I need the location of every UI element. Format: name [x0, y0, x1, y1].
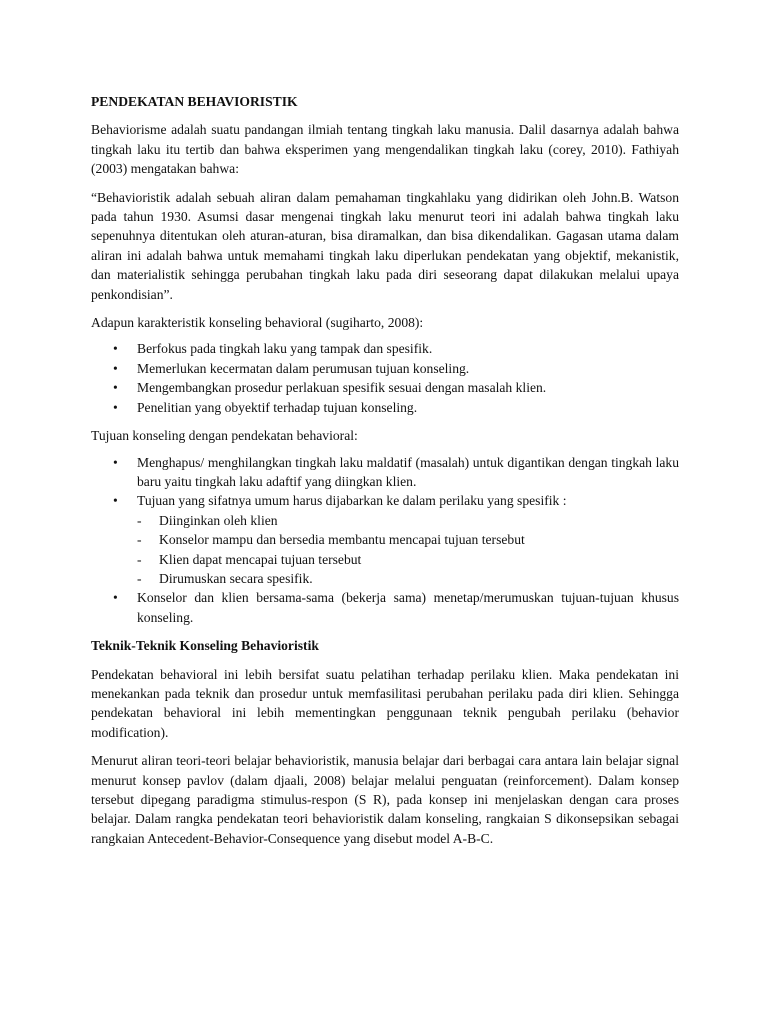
- dash-icon: -: [137, 512, 142, 528]
- section-paragraph-2: Menurut aliran teori-teori belajar behavioristik, manusia belajar dari berbagai cara antara lain belajar signal menurut konsep pavlov (dalam djaali, 2008) belajar melalui penguatan (reinforcement). Dalam konsep tersebut dipegang paradigma stimulus-respon (S R), pada konsep ini menjelaskan dengan cara proses belajar. Dalam rangka pendekatan teori behavioristik dalam konseling, rangkaian S dikonsepsikan sebagai rangkaian Antecedent-Behavior-Consequence yang disebut model A-B-C.: [91, 753, 679, 846]
- sublist-item: [137, 511, 679, 530]
- bullet-icon: •: [113, 590, 118, 606]
- list-item: [91, 359, 679, 378]
- list-item-text: Mengembangkan prosedur perlakuan spesifik sesuai dengan masalah klien.: [137, 380, 547, 396]
- goals-intro: Tujuan konseling dengan pendekatan behavioral:: [91, 428, 358, 444]
- document-title: PENDEKATAN BEHAVIORISTIK: [91, 94, 298, 109]
- list-item-text: Tujuan yang sifatnya umum harus dijabarkan ke dalam perilaku yang spesifik :: [137, 493, 567, 509]
- list-item: [91, 491, 679, 588]
- sublist-item: [137, 550, 679, 569]
- list-item: [91, 398, 679, 417]
- dash-icon: -: [137, 532, 142, 548]
- quote-paragraph: “Behavioristik adalah sebuah aliran dalam pemahaman tingkahlaku yang didirikan oleh John.B. Watson pada tahun 1930. Asumsi dasar mengenai tingkah laku menurut teori ini adalah bahwa tingkah laku sepenuhnya ditentukan oleh aturan-aturan, bisa diramalkan, dan bisa dikendalikan. Gagasan utama dalam aliran ini adalah bahwa untuk memahami tingkah laku diperlukan pendekatan yang objektif, mekanistik, dan materialistik sehingga perubahan tingkah laku pada diri seseorang dapat dilakukan melalui upaya penkondisian”.: [91, 189, 679, 302]
- characteristics-list: [91, 339, 679, 417]
- bullet-icon: •: [113, 454, 118, 470]
- list-item: [91, 339, 679, 358]
- section-title: Teknik-Teknik Konseling Behavioristik: [91, 638, 319, 654]
- list-item-text: Konselor dan klien bersama-sama (bekerja sama) menetap/merumuskan tujuan-tujuan khusus konseling.: [137, 590, 679, 625]
- goal-sublist: [137, 511, 679, 589]
- list-item: [91, 588, 679, 627]
- bullet-icon: •: [113, 380, 118, 396]
- list-item-text: Berfokus pada tingkah laku yang tampak dan spesifik.: [137, 341, 433, 357]
- dash-icon: -: [137, 551, 142, 567]
- dash-icon: -: [137, 570, 142, 586]
- list-item-text: Menghapus/ menghilangkan tingkah laku maldatif (masalah) untuk digantikan dengan tingkah laku baru yaitu tingkah laku adaftif yang diingkan klien.: [137, 454, 679, 489]
- sublist-item: [137, 569, 679, 588]
- goals-list: [91, 453, 679, 628]
- sublist-item-text: Diinginkan oleh klien: [159, 512, 278, 528]
- bullet-icon: •: [113, 493, 118, 509]
- bullet-icon: •: [113, 399, 118, 415]
- list-item-text: Memerlukan kecermatan dalam perumusan tujuan konseling.: [137, 360, 470, 376]
- characteristics-intro: Adapun karakteristik konseling behavioral (sugiharto, 2008):: [91, 315, 424, 331]
- bullet-icon: •: [113, 341, 118, 357]
- sublist-item: [137, 530, 679, 549]
- bullet-icon: •: [113, 360, 118, 376]
- list-item: [91, 453, 679, 492]
- sublist-item-text: Konselor mampu dan bersedia membantu mencapai tujuan tersebut: [159, 532, 525, 548]
- list-item-text: Penelitian yang obyektif terhadap tujuan konseling.: [137, 399, 418, 415]
- sublist-item-text: Klien dapat mencapai tujuan tersebut: [159, 551, 362, 567]
- sublist-item-text: Dirumuskan secara spesifik.: [159, 570, 313, 586]
- list-item: [91, 378, 679, 397]
- section-paragraph-1: Pendekatan behavioral ini lebih bersifat suatu pelatihan terhadap perilaku klien. Maka pendekatan ini menekankan pada teknik dan prosedur untuk memfasilitasi perubahan perilaku pada diri klien. Sehingga pendekatan behavioral ini lebih mementingkan penggunaan teknik pengubah perilaku (behavior modification).: [91, 666, 679, 740]
- intro-paragraph: Behaviorisme adalah suatu pandangan ilmiah tentang tingkah laku manusia. Dalil dasarnya adalah bahwa tingkah laku itu tertib dan bahwa eksperimen yang mengendalikan tingkah laku (corey, 2010). Fathiyah (2003) mengatakan bahwa:: [91, 122, 679, 177]
